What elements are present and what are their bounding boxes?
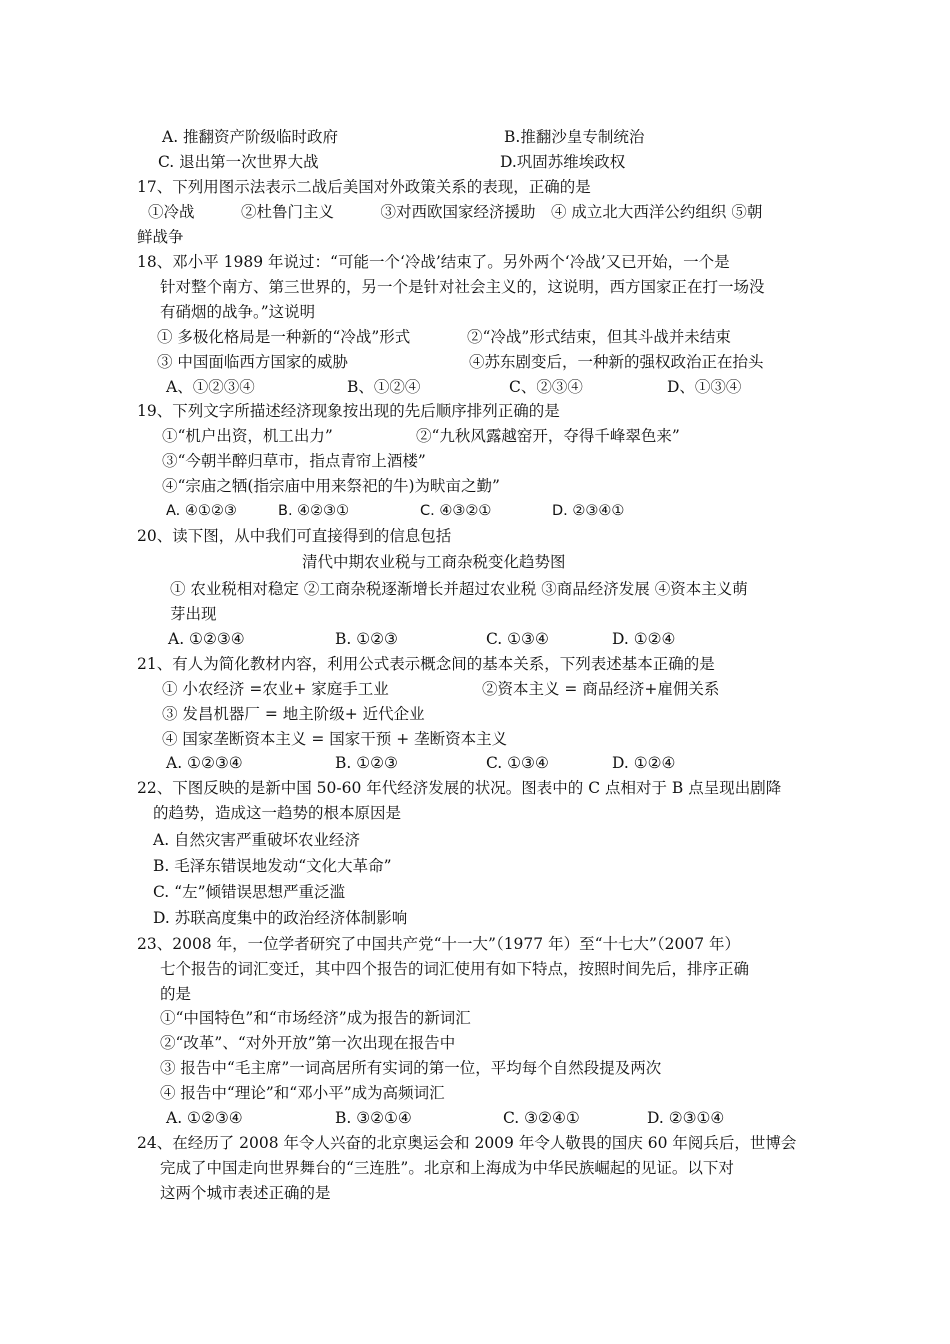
q23-stem-line3: 的是 — [160, 985, 192, 1003]
q21-item-2: ②资本主义 = 商品经济+雇佣关系 — [482, 680, 720, 698]
q23-option-a: A. ①②③④ — [166, 1109, 243, 1127]
q23-item-2: ②“改革”、“对外开放”第一次出现在报告中 — [160, 1034, 456, 1052]
q21-option-d: D. ①②④ — [612, 754, 676, 772]
q20-figure-title: 清代中期农业税与工商杂税变化趋势图 — [302, 553, 566, 571]
q22-stem-line2: 的趋势，造成这一趋势的根本原因是 — [153, 804, 402, 822]
q21-item-3: ③ 发昌机器厂 = 地主阶级+ 近代企业 — [162, 705, 425, 723]
q19-option-b: B. ④②③① — [278, 503, 350, 519]
q19-item-4: ④“宗庙之牺(指宗庙中用来祭祀的牛)为畎亩之勤” — [162, 477, 500, 495]
q22-stem-line1: 22、下图反映的是新中国 50-60 年代经济发展的状况。图表中的 C 点相对于 B 点呈现出剧降 — [137, 779, 782, 797]
q22-option-d: D. 苏联高度集中的政治经济体制影响 — [153, 909, 408, 927]
q18-option-a: A、①②③④ — [166, 378, 255, 396]
q19-item-1: ①“机户出资，机工出力” — [162, 427, 333, 445]
q23-option-d: D. ②③①④ — [647, 1109, 725, 1127]
q22-option-b: B. 毛泽东错误地发动“文化大革命” — [153, 857, 392, 875]
q20-option-a: A. ①②③④ — [168, 630, 245, 648]
q19-option-c: C. ④③②① — [420, 503, 492, 519]
q16-option-b: B.推翻沙皇专制统治 — [504, 128, 645, 146]
q24-stem-line3: 这两个城市表述正确的是 — [160, 1184, 331, 1202]
q18-option-b: B、①②④ — [347, 378, 421, 396]
q21-option-b: B. ①②③ — [335, 754, 398, 772]
q17-items-cont: 鲜战争 — [137, 228, 184, 246]
q23-stem-line1: 23、2008 年，一位学者研究了中国共产党“十一大”（1977 年）至“十七大”（2007 年） — [137, 935, 741, 953]
q20-option-b: B. ①②③ — [335, 630, 398, 648]
q22-option-c: C. “左”倾错误思想严重泛滥 — [153, 883, 346, 901]
q21-stem: 21、有人为简化教材内容，利用公式表示概念间的基本关系，下列表述基本正确的是 — [137, 655, 715, 673]
q19-option-d: D. ②③④① — [552, 503, 625, 519]
q24-stem-line2: 完成了中国走向世界舞台的“三连胜”。北京和上海成为中华民族崛起的见证。以下对 — [160, 1159, 734, 1177]
q21-item-1: ① 小农经济 =农业+ 家庭手工业 — [162, 680, 389, 698]
q18-item-3: ③ 中国面临西方国家的威胁 — [157, 353, 348, 371]
q19-option-a: A. ④①②③ — [166, 503, 237, 519]
q18-item-4: ④苏东剧变后，一种新的强权政治正在抬头 — [469, 353, 764, 371]
q21-option-a: A. ①②③④ — [166, 754, 243, 772]
q18-option-d: D、①③④ — [667, 378, 742, 396]
q16-option-d: D.巩固苏维埃政权 — [500, 153, 626, 171]
q18-stem-line2: 针对整个南方、第三世界的，另一个是针对社会主义的，这说明，西方国家正在打一场没 — [160, 278, 765, 296]
q19-stem: 19、下列文字所描述经济现象按出现的先后顺序排列正确的是 — [137, 402, 560, 420]
q20-option-c: C. ①③④ — [486, 630, 549, 648]
q22-option-a: A. 自然灾害严重破坏农业经济 — [153, 831, 361, 849]
q23-item-1: ①“中国特色”和“市场经济”成为报告的新词汇 — [160, 1009, 471, 1027]
q23-item-3: ③ 报告中“毛主席”一词高居所有实词的第一位，平均每个自然段提及两次 — [160, 1059, 662, 1077]
q18-option-c: C、②③④ — [509, 378, 583, 396]
q21-item-4: ④ 国家垄断资本主义 = 国家干预 + 垄断资本主义 — [162, 730, 508, 748]
q17-stem: 17、下列用图示法表示二战后美国对外政策关系的表现，正确的是 — [137, 178, 591, 196]
q21-option-c: C. ①③④ — [486, 754, 549, 772]
q18-item-2: ②“冷战”形式结束，但其斗战并未结束 — [467, 328, 731, 346]
q18-stem-line3: 有硝烟的战争。”这说明 — [160, 303, 316, 321]
q20-items-line1: ① 农业税相对稳定 ②工商杂税逐渐增长并超过农业税 ③商品经济发展 ④资本主义萌 — [170, 580, 748, 598]
q18-item-1: ① 多极化格局是一种新的“冷战”形式 — [157, 328, 411, 346]
q20-option-d: D. ①②④ — [612, 630, 676, 648]
q18-stem-line1: 18、邓小平 1989 年说过：“可能一个‘冷战’结束了。另外两个‘冷战’又已开始，一个是 — [137, 253, 730, 271]
q24-stem-line1: 24、在经历了 2008 年令人兴奋的北京奥运会和 2009 年令人敬畏的国庆 60 年阅兵后，世博会 — [137, 1134, 797, 1152]
q23-option-b: B. ③②①④ — [335, 1109, 412, 1127]
q17-items: ①冷战 ②杜鲁门主义 ③对西欧国家经济援助 ④ 成立北大西洋公约组织 ⑤朝 — [148, 203, 763, 221]
q19-item-3: ③“今朝半醉归草市，指点青帘上酒楼” — [162, 452, 426, 470]
q23-option-c: C. ③②④① — [503, 1109, 580, 1127]
q20-items-line2: 芽出现 — [170, 605, 217, 623]
q23-item-4: ④ 报告中“理论”和“邓小平”成为高频词汇 — [160, 1084, 445, 1102]
q16-option-a: A. 推翻资产阶级临时政府 — [162, 128, 339, 146]
q16-option-c: C. 退出第一次世界大战 — [158, 153, 319, 171]
q19-item-2: ②“九秋风露越窑开，夺得千峰翠色来” — [416, 427, 680, 445]
q20-stem: 20、读下图，从中我们可直接得到的信息包括 — [137, 527, 452, 545]
q23-stem-line2: 七个报告的词汇变迁，其中四个报告的词汇使用有如下特点，按照时间先后，排序正确 — [160, 960, 750, 978]
